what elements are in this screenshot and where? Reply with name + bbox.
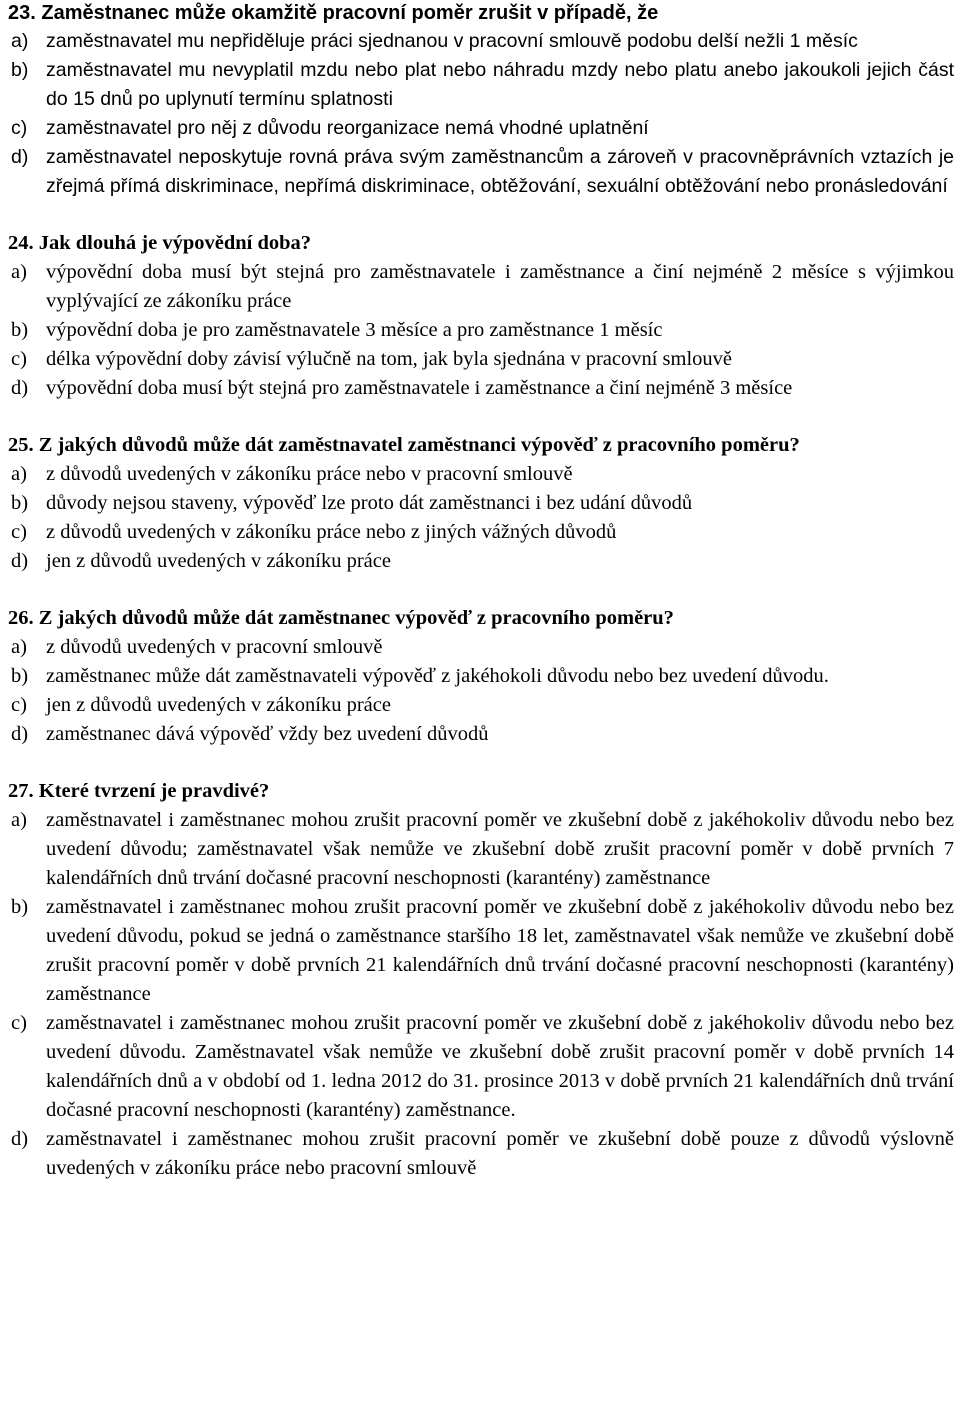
answer-option [8,518,954,547]
answer-text: výpovědní doba je pro zaměstnavatele 3 měsíce a pro zaměstnance 1 měsíc [46,319,663,341]
answer-letter: a) [11,636,27,658]
answer-text: zaměstnavatel i zaměstnanec mohou zrušit pracovní poměr ve zkušební době z jakéhokoliv důvodu nebo bez uvedení důvodu. Zaměstnavatel však nemůže ve zkušební době zrušit pracovní poměr v době prvních 14 kalendářních dnů a v období od 1. ledna 2012 do 31. prosince 2013 v době prvních 21 kalendářních dnů trvání dočasné pracovní neschopnosti (karantény) zaměstnance. [46,1012,954,1121]
answer-text: zaměstnavatel i zaměstnanec mohou zrušit pracovní poměr ve zkušební době z jakéhokoliv důvodu nebo bez uvedení důvodu; zaměstnavatel však nemůže ve zkušební době zrušit pracovní poměr v době prvních 7 kalendářních dnů trvání dočasné pracovní neschopnosti (karantény) zaměstnance [46,809,954,889]
answer-text: z důvodů uvedených v pracovní smlouvě [46,636,383,658]
answer-text: z důvodů uvedených v zákoníku práce nebo z jiných vážných důvodů [46,521,617,543]
question-23 [8,0,954,201]
answer-text: jen z důvodů uvedených v zákoníku práce [46,694,391,716]
answer-option [8,143,954,201]
answer-text: výpovědní doba musí být stejná pro zaměstnavatele i zaměstnance a činí nejméně 3 měsíce [46,377,793,399]
answer-text: zaměstnanec dává výpověď vždy bez uvedení důvodů [46,723,489,745]
answer-letter: c) [11,694,27,716]
answer-option [8,662,954,691]
answer-letter: b) [11,896,29,918]
answer-option [8,1125,954,1183]
answer-option [8,374,954,403]
answer-text: zaměstnavatel mu nepřiděluje práci sjednanou v pracovní smlouvě podobu delší nežli 1 měsíc [46,30,858,52]
answer-letter: d) [11,377,29,399]
question-26 [8,604,954,749]
answer-option [8,1009,954,1125]
answer-letter: b) [11,319,29,341]
answer-letter: a) [11,463,27,485]
answer-option [8,691,954,720]
question-title: 26. Z jakých důvodů může dát zaměstnanec výpověď z pracovního poměru? [8,607,674,629]
question-spacer [8,201,954,229]
answer-option [8,547,954,576]
answer-text: zaměstnavatel i zaměstnanec mohou zrušit pracovní poměr ve zkušební době z jakéhokoliv důvodu nebo bez uvedení důvodu, pokud se jedná o zaměstnance staršího 18 let, zaměstnavatel však nemůže ve zkušební době zrušit pracovní poměr v době prvních 21 kalendářních dnů trvání dočasné pracovní neschopnosti (karantény) zaměstnance [46,896,954,1005]
answer-option [8,489,954,518]
answer-letter: b) [11,492,29,514]
answer-option [8,258,954,316]
answer-option [8,114,954,143]
answer-text: z důvodů uvedených v zákoníku práce nebo v pracovní smlouvě [46,463,573,485]
answer-text: délka výpovědní doby závisí výlučně na tom, jak byla sjednána v pracovní smlouvě [46,348,733,370]
answer-text: zaměstnanec může dát zaměstnavateli výpověď z jakéhokoli důvodu nebo bez uvedení důvodu. [46,665,829,687]
answer-letter: c) [11,521,27,543]
answer-option [8,720,954,749]
question-24 [8,229,954,403]
answer-option [8,345,954,374]
question-25 [8,431,954,576]
question-spacer [8,749,954,777]
question-spacer [8,403,954,431]
answer-text: výpovědní doba musí být stejná pro zaměstnavatele i zaměstnance a činí nejméně 2 měsíce s výjimkou vyplývající ze zákoníku práce [46,261,954,312]
answer-option [8,806,954,893]
question-title: 24. Jak dlouhá je výpovědní doba? [8,232,312,254]
question-title: 27. Které tvrzení je pravdivé? [8,780,270,802]
answer-letter: a) [11,261,27,283]
answer-letter: b) [11,59,29,81]
answer-letter: b) [11,665,29,687]
answer-option [8,460,954,489]
answer-option [8,316,954,345]
answer-text: zaměstnavatel pro něj z důvodu reorganizace nemá vhodné uplatnění [46,117,649,139]
question-27 [8,777,954,1183]
answer-letter: d) [11,550,29,572]
answer-text: jen z důvodů uvedených v zákoníku práce [46,550,391,572]
answer-letter: d) [11,1128,29,1150]
answer-letter: d) [11,146,29,168]
answer-letter: a) [11,809,27,831]
answer-text: zaměstnavatel neposkytuje rovná práva svým zaměstnancům a zároveň v pracovněprávních vztazích je zřejmá přímá diskriminace, nepřímá diskriminace, obtěžování, sexuální obtěžování nebo pronásledování [46,146,954,197]
question-title: 23. Zaměstnanec může okamžitě pracovní poměr zrušit v případě, že [8,2,659,24]
answer-option [8,893,954,1009]
answer-letter: c) [11,1012,27,1034]
question-title: 25. Z jakých důvodů může dát zaměstnavatel zaměstnanci výpověď z pracovního poměru? [8,434,800,456]
answer-option [8,56,954,114]
answer-option [8,27,954,56]
answer-option [8,633,954,662]
question-spacer [8,576,954,604]
answer-letter: c) [11,117,28,139]
answer-letter: d) [11,723,29,745]
answer-text: zaměstnavatel mu nevyplatil mzdu nebo plat nebo náhradu mzdy nebo platu anebo jakoukoli jejich část do 15 dnů po uplynutí termínu splatnosti [46,59,954,110]
answer-letter: c) [11,348,27,370]
answer-letter: a) [11,30,29,52]
answer-text: důvody nejsou staveny, výpověď lze proto dát zaměstnanci i bez udání důvodů [46,492,693,514]
answer-text: zaměstnavatel i zaměstnanec mohou zrušit pracovní poměr ve zkušební době pouze z důvodů výslovně uvedených v zákoníku práce nebo pracovní smlouvě [46,1128,954,1179]
